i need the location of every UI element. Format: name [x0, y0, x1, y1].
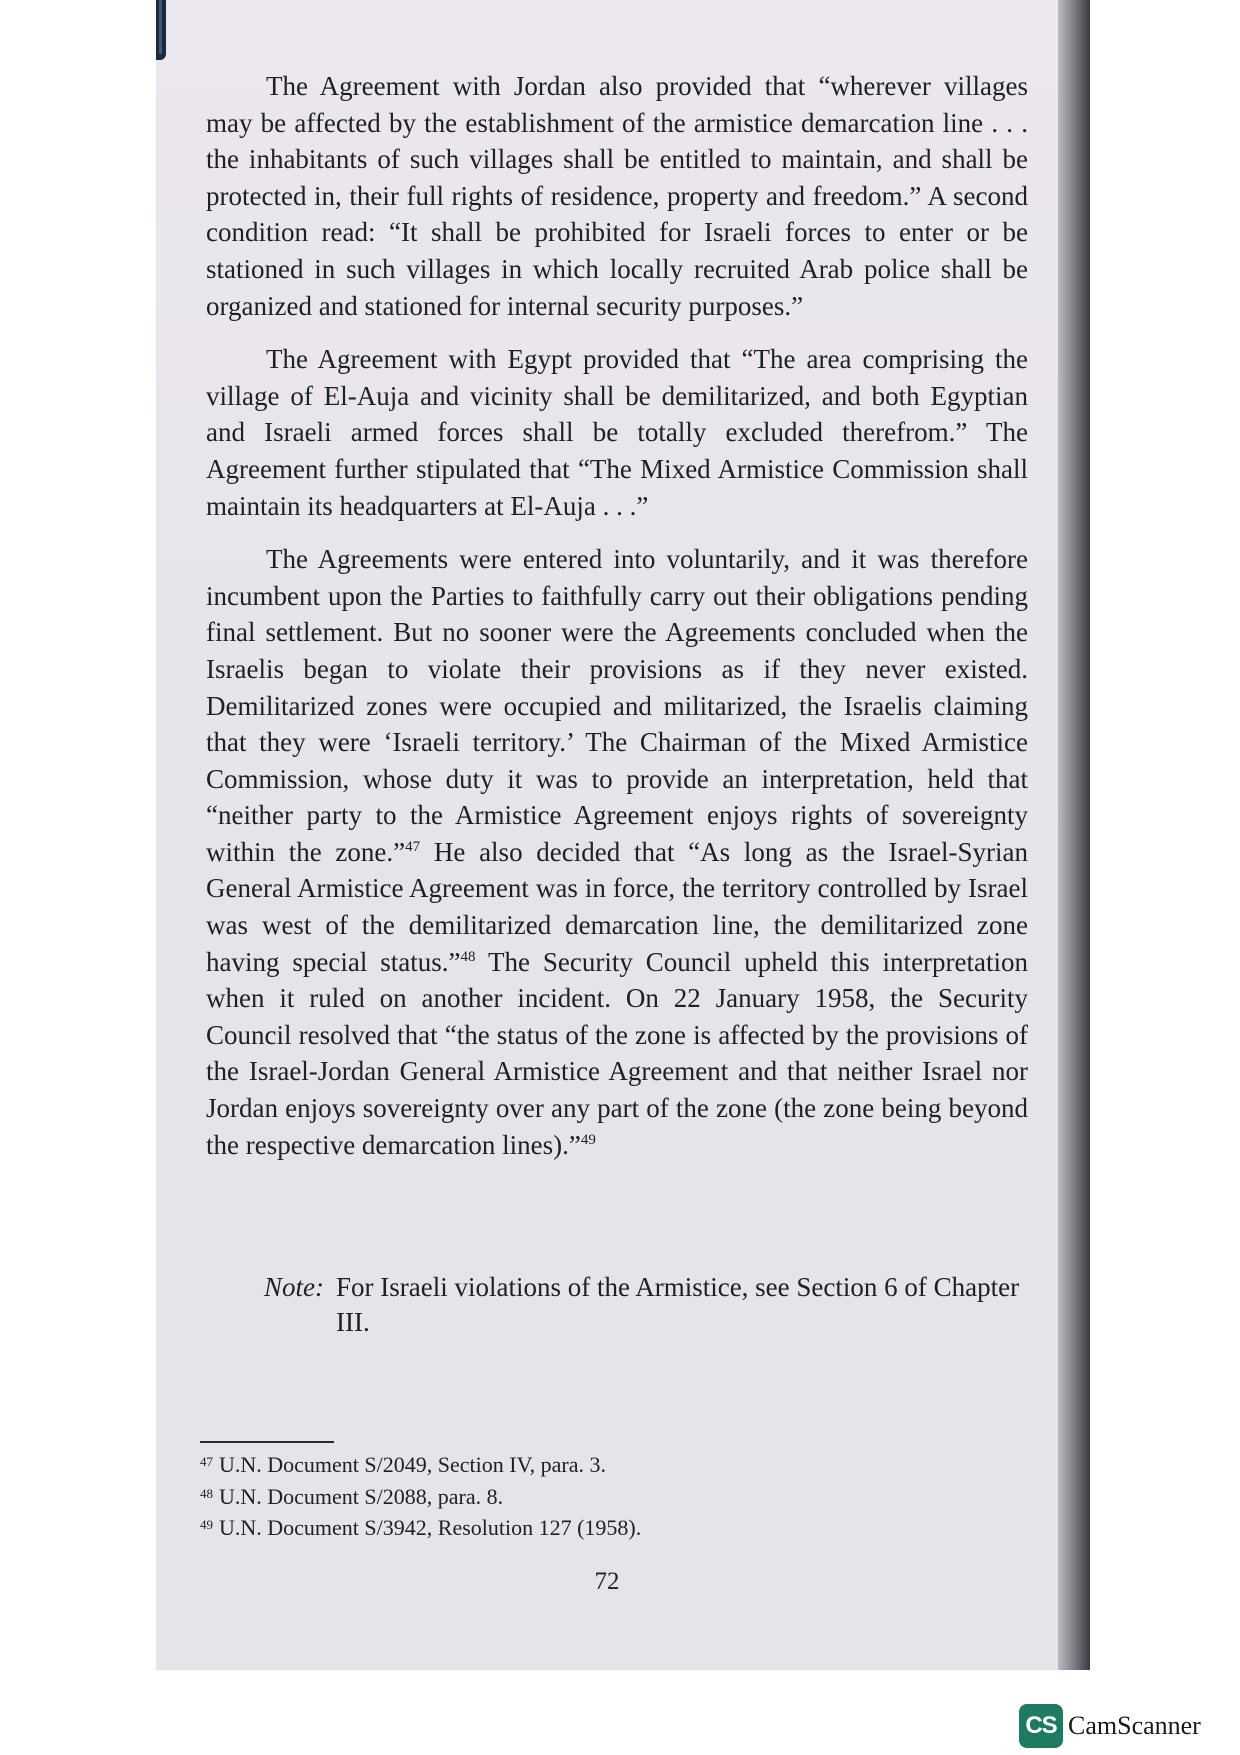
scanned-page-photo — [156, 0, 1090, 1670]
footnote-ref-48: 48 — [460, 948, 476, 965]
camscanner-logo-icon: CS — [1019, 1704, 1063, 1748]
footnote-ref-47: 47 — [405, 838, 421, 855]
binding-edge — [156, 0, 166, 60]
page-edge-shadow — [1058, 0, 1090, 1670]
footnote-number: 49 — [200, 1517, 213, 1532]
book-page — [156, 0, 1058, 1670]
camscanner-watermark — [1019, 1704, 1201, 1748]
paragraph-violations-part3: The Security Council upheld this interpretation when it ruled on another incident. On 22 January 1958, the Security Council resolved that “the status of the zone is affected by the provisions of the Israel-Jordan General Armistice Agreement and that neither Israel nor Jordan enjoys sovereignty over any part of the zone (the zone being beyond the respective demarcation lines).” — [206, 946, 1029, 1160]
paragraph-violations-part2: He also decided that “As long as the Israel-Syrian General Armistice Agreement was in force, the territory controlled by Israel was west of the demilitarized demarcation line, the demilitarized zone having special status.” — [206, 836, 1028, 977]
note-label: Note: — [264, 1272, 324, 1302]
footnote-divider — [200, 1441, 334, 1443]
footnote — [200, 1448, 1020, 1480]
footnote-number: 47 — [200, 1454, 213, 1469]
footnote-text: U.N. Document S/2088, para. 8. — [219, 1483, 504, 1509]
footnote-text: U.N. Document S/3942, Resolution 127 (1958). — [219, 1515, 642, 1540]
footnote — [200, 1480, 1020, 1512]
footnote-ref-49: 49 — [580, 1131, 596, 1148]
page-number: 72 — [594, 1568, 620, 1595]
footnote — [200, 1511, 1020, 1543]
body-text — [206, 68, 1028, 1180]
note — [264, 1270, 1028, 1340]
footnote-text: U.N. Document S/2049, Section IV, para. 3. — [219, 1452, 606, 1477]
camscanner-name: CamScanner — [1068, 1711, 1201, 1740]
paragraph-violations — [206, 541, 1028, 1163]
note-text: For Israeli violations of the Armistice, see Section 6 of Chapter III. — [336, 1272, 1020, 1337]
paragraph-egypt: The Agreement with Egypt provided that “The area comprising the village of El-Auja and vicinity shall be demilitarized, and both Egyptian and Israeli armed forces shall be totally excluded therefrom.” The Agreement further stipulated that “The Mixed Armistice Commission shall maintain its headquarters at El-Auja . . .” — [206, 344, 1028, 521]
footnote-number: 48 — [200, 1485, 213, 1501]
paragraph-jordan: The Agreement with Jordan also provided that “wherever villages may be affected by the establishment of the armistice demarcation line . . . the inhabitants of such villages shall be entitled to maintain, and shall be protected in, their full rights of residence, property and freedom.” A second condition read: “It shall be prohibited for Israeli forces to enter or be stationed in such villages in which locally recruited Arab police shall be organized and stationed for internal security purposes.” — [206, 71, 1028, 321]
paragraph-violations-part1: The Agreements were entered into voluntarily, and it was therefore incumbent upon the Parties to faithfully carry out their obligations pending final settlement. But no sooner were the Agreements concluded when the Israelis began to violate their provisions as if they never existed. Demilitarized zones were occupied and militarized, the Israelis claiming that they were ‘Israeli territory.’ The Chairman of the Mixed Armistice Commission, whose duty it was to provide an interpretation, held that “neither party to the Armistice Agreement enjoys rights of sovereignty within the zone.” — [206, 544, 1028, 867]
footnotes — [200, 1448, 1020, 1543]
